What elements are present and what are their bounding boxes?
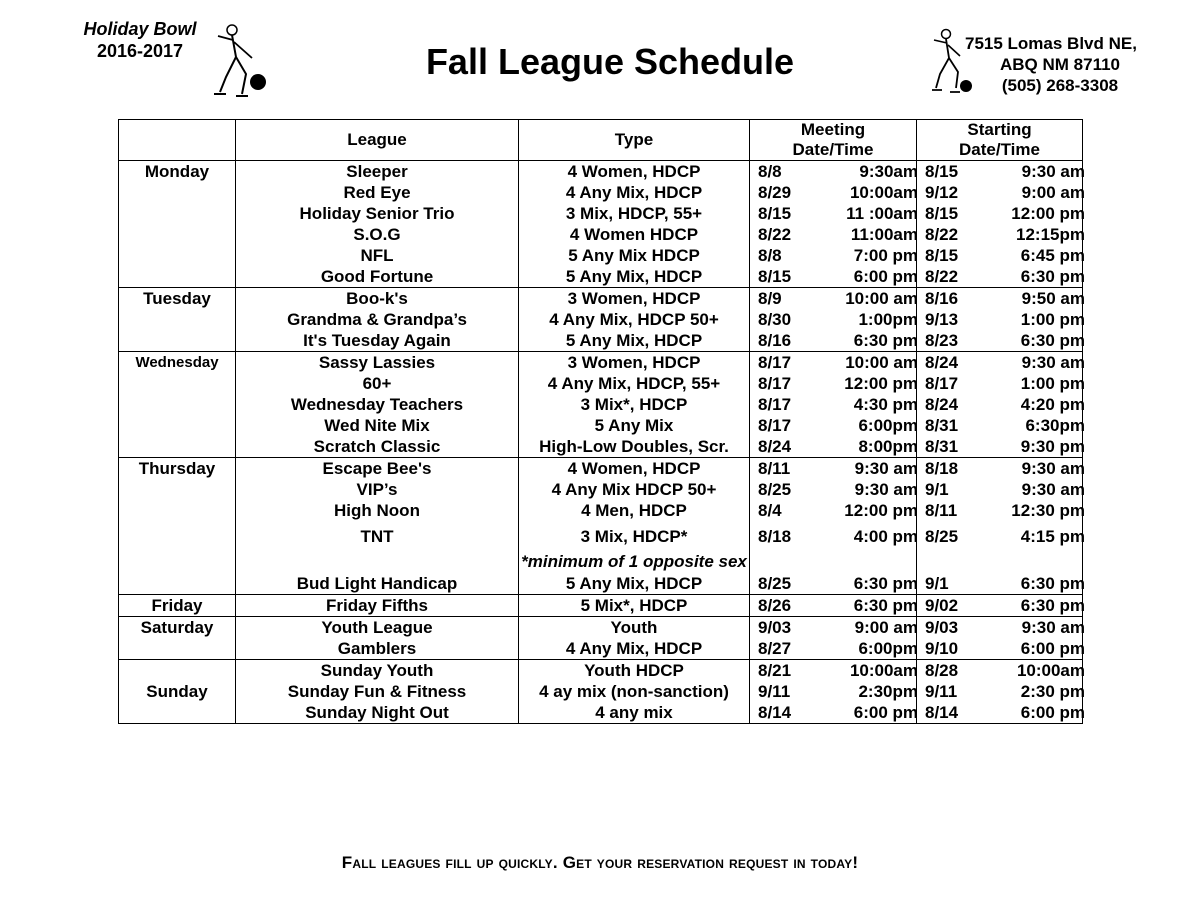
- brand-block: [60, 18, 220, 62]
- starting-date: 9/12: [925, 183, 959, 202]
- day-cell: [119, 373, 236, 394]
- league-cell: Sunday Youth: [236, 660, 519, 682]
- day-cell: [119, 552, 236, 573]
- meeting-cell: [750, 436, 917, 458]
- meeting-cell: [750, 573, 917, 595]
- type-cell: 4 Women, HDCP: [519, 458, 750, 480]
- starting-time: 9:30 am: [1021, 480, 1085, 499]
- starting-time: 9:30 am: [1021, 353, 1085, 372]
- address-block: [965, 33, 1155, 96]
- starting-cell: [917, 266, 1083, 288]
- league-cell: Sassy Lassies: [236, 352, 519, 374]
- league-cell: Wednesday Teachers: [236, 394, 519, 415]
- starting-date: 8/14: [925, 703, 959, 722]
- footer-notice: Fall leagues fill up quickly. Get your reservation request in today!: [341, 853, 859, 872]
- league-cell: It's Tuesday Again: [236, 330, 519, 352]
- league-cell: Bud Light Handicap: [236, 573, 519, 595]
- starting-time: 6:30 pm: [1020, 574, 1085, 593]
- starting-time: 9:50 am: [1021, 289, 1085, 308]
- type-cell: Youth HDCP: [519, 660, 750, 682]
- meeting-time: 9:30am: [859, 162, 918, 181]
- league-cell: Youth League: [236, 617, 519, 639]
- table-row: [119, 595, 1083, 617]
- col-starting: [917, 120, 1083, 161]
- starting-cell: [917, 224, 1083, 245]
- day-cell: [119, 436, 236, 458]
- league-cell: Friday Fifths: [236, 595, 519, 617]
- day-cell: [119, 224, 236, 245]
- table-row: [119, 660, 1083, 682]
- meeting-date: 8/21: [758, 661, 792, 680]
- starting-cell: [917, 458, 1083, 480]
- type-cell: 4 Any Mix, HDCP 50+: [519, 309, 750, 330]
- starting-date: 8/15: [925, 246, 959, 265]
- league-cell: Gamblers: [236, 638, 519, 660]
- day-cell: [119, 415, 236, 436]
- schedule-table: [118, 119, 1083, 724]
- type-cell: 4 Any Mix HDCP 50+: [519, 479, 750, 500]
- bowler-logo-left: [212, 22, 272, 102]
- meeting-cell: [750, 373, 917, 394]
- meeting-date: 8/26: [758, 596, 792, 615]
- table-row: [119, 288, 1083, 310]
- meeting-cell: [750, 702, 917, 724]
- meeting-cell: [750, 660, 917, 682]
- meeting-date: 8/15: [758, 267, 792, 286]
- starting-time: 9:30 am: [1021, 618, 1085, 637]
- meeting-date: 8/30: [758, 310, 792, 329]
- starting-cell: [917, 552, 1083, 573]
- type-cell: 4 Any Mix, HDCP: [519, 182, 750, 203]
- table-row: [119, 415, 1083, 436]
- meeting-cell: [750, 526, 917, 552]
- starting-time: 2:30 pm: [1020, 682, 1085, 701]
- meeting-time: 7:00 pm: [853, 246, 918, 265]
- day-cell: Sunday: [119, 681, 236, 702]
- meeting-date: 8/15: [758, 204, 792, 223]
- meeting-time: 6:30 pm: [853, 331, 918, 350]
- day-cell: Saturday: [119, 617, 236, 639]
- meeting-time: 6:00 pm: [853, 267, 918, 286]
- table-row: [119, 352, 1083, 374]
- table-row: [119, 617, 1083, 639]
- col-meeting: [750, 120, 917, 161]
- table-row: [119, 681, 1083, 702]
- starting-cell: [917, 660, 1083, 682]
- starting-cell: [917, 161, 1083, 183]
- day-cell: [119, 702, 236, 724]
- starting-cell: [917, 352, 1083, 374]
- starting-cell: [917, 526, 1083, 552]
- starting-cell: [917, 638, 1083, 660]
- table-row: [119, 479, 1083, 500]
- table-row: [119, 224, 1083, 245]
- starting-time: 6:30 pm: [1020, 331, 1085, 350]
- starting-time: 9:30 am: [1021, 459, 1085, 478]
- league-cell: Sunday Fun & Fitness: [236, 681, 519, 702]
- table-row: [119, 373, 1083, 394]
- league-cell: Escape Bee's: [236, 458, 519, 480]
- meeting-cell: [750, 552, 917, 573]
- col-day: [119, 120, 236, 161]
- col-league: League: [236, 120, 519, 161]
- meeting-cell: [750, 617, 917, 639]
- day-cell: [119, 500, 236, 526]
- type-cell: 5 Mix*, HDCP: [519, 595, 750, 617]
- meeting-cell: [750, 479, 917, 500]
- table-row: [119, 436, 1083, 458]
- meeting-cell: [750, 500, 917, 526]
- col-starting-line2: Date/Time: [959, 140, 1040, 159]
- table-row: [119, 161, 1083, 183]
- starting-date: 8/24: [925, 353, 959, 372]
- table-row: [119, 182, 1083, 203]
- col-meeting-line1: Meeting: [800, 120, 866, 139]
- meeting-time: 9:00 am: [854, 618, 918, 637]
- meeting-time: 2:30pm: [858, 682, 918, 701]
- meeting-date: 8/14: [758, 703, 792, 722]
- starting-cell: [917, 681, 1083, 702]
- day-cell: [119, 638, 236, 660]
- meeting-time: 10:00 am: [845, 289, 918, 308]
- type-cell: 4 any mix: [519, 702, 750, 724]
- type-cell: 3 Mix, HDCP*: [519, 526, 750, 552]
- starting-date: 8/16: [925, 289, 959, 308]
- type-cell: Youth: [519, 617, 750, 639]
- col-meeting-line2: Date/Time: [792, 140, 874, 159]
- starting-time: 6:00 pm: [1020, 639, 1085, 658]
- league-cell: Holiday Senior Trio: [236, 203, 519, 224]
- table-row: [119, 573, 1083, 595]
- meeting-date: 8/18: [758, 527, 792, 546]
- starting-time: 12:30 pm: [1011, 501, 1085, 520]
- day-cell: [119, 526, 236, 552]
- meeting-date: 8/29: [758, 183, 792, 202]
- league-cell: Good Fortune: [236, 266, 519, 288]
- table-row: [119, 458, 1083, 480]
- starting-cell: [917, 617, 1083, 639]
- day-cell: [119, 330, 236, 352]
- league-cell: 60+: [236, 373, 519, 394]
- meeting-time: 10:00am: [849, 183, 918, 202]
- meeting-date: 8/22: [758, 225, 792, 244]
- meeting-date: 9/03: [758, 618, 792, 637]
- starting-time: 1:00 pm: [1020, 310, 1085, 329]
- starting-date: 8/25: [925, 527, 959, 546]
- meeting-time: 4:30 pm: [853, 395, 918, 414]
- starting-time: 9:30 am: [1021, 162, 1085, 181]
- starting-cell: [917, 373, 1083, 394]
- starting-cell: [917, 573, 1083, 595]
- meeting-cell: [750, 394, 917, 415]
- meeting-cell: [750, 224, 917, 245]
- starting-date: 8/31: [925, 437, 959, 456]
- day-cell: [119, 245, 236, 266]
- day-cell: Monday: [119, 161, 236, 183]
- starting-time: 4:15 pm: [1020, 527, 1085, 546]
- starting-date: 9/13: [925, 310, 959, 329]
- meeting-date: 8/9: [758, 289, 782, 308]
- season: 2016-2017: [96, 41, 184, 61]
- meeting-date: 8/17: [758, 395, 792, 414]
- starting-time: 10:00am: [1016, 661, 1085, 680]
- league-cell: VIP’s: [236, 479, 519, 500]
- day-cell: [119, 309, 236, 330]
- starting-time: 12:00 pm: [1011, 204, 1085, 223]
- day-cell: Thursday: [119, 458, 236, 480]
- meeting-time: 11:00am: [850, 225, 918, 244]
- type-cell: 5 Any Mix, HDCP: [519, 573, 750, 595]
- starting-cell: [917, 182, 1083, 203]
- day-cell: Tuesday: [119, 288, 236, 310]
- starting-time: 9:00 am: [1021, 183, 1085, 202]
- meeting-date: 9/11: [758, 682, 791, 701]
- type-cell: 5 Any Mix, HDCP: [519, 266, 750, 288]
- meeting-time: 6:30 pm: [853, 574, 918, 593]
- starting-date: 9/11: [925, 682, 958, 701]
- starting-time: 6:30pm: [1025, 416, 1085, 435]
- league-cell: Wed Nite Mix: [236, 415, 519, 436]
- table-row: [119, 266, 1083, 288]
- type-cell: 5 Any Mix, HDCP: [519, 330, 750, 352]
- starting-time: 9:30 pm: [1020, 437, 1085, 456]
- starting-date: 9/1: [925, 480, 949, 499]
- col-starting-line1: Starting: [967, 120, 1032, 139]
- type-cell: High-Low Doubles, Scr.: [519, 436, 750, 458]
- table-row: [119, 203, 1083, 224]
- meeting-time: 9:30 am: [854, 459, 918, 478]
- starting-cell: [917, 330, 1083, 352]
- address-street: 7515 Lomas Blvd NE,: [965, 34, 1137, 53]
- league-cell: TNT: [236, 526, 519, 552]
- meeting-time: 6:00pm: [858, 416, 918, 435]
- league-cell: Sunday Night Out: [236, 702, 519, 724]
- meeting-cell: [750, 595, 917, 617]
- phone-number: (505) 268-3308: [1001, 76, 1119, 95]
- meeting-time: 9:30 am: [854, 480, 918, 499]
- starting-cell: [917, 245, 1083, 266]
- meeting-cell: [750, 288, 917, 310]
- type-cell: 4 Women HDCP: [519, 224, 750, 245]
- starting-cell: [917, 415, 1083, 436]
- meeting-date: 8/8: [758, 162, 782, 181]
- meeting-date: 8/8: [758, 246, 782, 265]
- league-cell: Sleeper: [236, 161, 519, 183]
- type-cell: 3 Women, HDCP: [519, 352, 750, 374]
- page-title: Fall League Schedule: [425, 41, 795, 82]
- day-cell: Wednesday: [119, 352, 236, 374]
- meeting-date: 8/17: [758, 374, 792, 393]
- starting-cell: [917, 500, 1083, 526]
- meeting-time: 10:00 am: [845, 353, 918, 372]
- table-row: [119, 330, 1083, 352]
- meeting-cell: [750, 352, 917, 374]
- meeting-cell: [750, 309, 917, 330]
- starting-date: 8/11: [925, 501, 958, 520]
- starting-cell: [917, 595, 1083, 617]
- starting-date: 8/15: [925, 204, 959, 223]
- meeting-time: 6:30 pm: [853, 596, 918, 615]
- league-cell: [236, 552, 519, 573]
- starting-date: 9/10: [925, 639, 959, 658]
- starting-cell: [917, 288, 1083, 310]
- meeting-date: 8/11: [758, 459, 791, 478]
- meeting-date: 8/25: [758, 574, 792, 593]
- starting-date: 8/17: [925, 374, 959, 393]
- meeting-date: 8/25: [758, 480, 792, 499]
- starting-time: 6:00 pm: [1020, 703, 1085, 722]
- starting-date: 8/18: [925, 459, 959, 478]
- table-row: [119, 500, 1083, 526]
- meeting-time: 1:00pm: [858, 310, 918, 329]
- day-cell: [119, 660, 236, 682]
- starting-date: 8/23: [925, 331, 959, 350]
- league-cell: Boo-k's: [236, 288, 519, 310]
- league-cell: Scratch Classic: [236, 436, 519, 458]
- league-cell: Grandma & Grandpa’s: [236, 309, 519, 330]
- type-cell: 3 Mix, HDCP, 55+: [519, 203, 750, 224]
- starting-date: 8/22: [925, 225, 959, 244]
- starting-cell: [917, 394, 1083, 415]
- col-type: Type: [519, 120, 750, 161]
- header-row: [119, 120, 1083, 161]
- meeting-cell: [750, 330, 917, 352]
- meeting-cell: [750, 681, 917, 702]
- brand-name: Holiday Bowl: [83, 19, 197, 39]
- starting-time: 12:15pm: [1016, 225, 1085, 244]
- meeting-date: 8/17: [758, 353, 792, 372]
- type-cell: 4 Any Mix, HDCP: [519, 638, 750, 660]
- day-cell: [119, 573, 236, 595]
- meeting-time: 6:00pm: [858, 639, 918, 658]
- meeting-cell: [750, 161, 917, 183]
- starting-time: 4:20 pm: [1020, 395, 1085, 414]
- meeting-time: 12:00 pm: [844, 374, 918, 393]
- meeting-cell: [750, 266, 917, 288]
- meeting-cell: [750, 458, 917, 480]
- meeting-cell: [750, 182, 917, 203]
- league-cell: NFL: [236, 245, 519, 266]
- starting-date: 8/28: [925, 661, 959, 680]
- type-cell: 3 Mix*, HDCP: [519, 394, 750, 415]
- meeting-date: 8/4: [758, 501, 782, 520]
- type-cell: 4 Men, HDCP: [519, 500, 750, 526]
- starting-cell: [917, 436, 1083, 458]
- table-row: [119, 638, 1083, 660]
- type-cell: 4 Any Mix, HDCP, 55+: [519, 373, 750, 394]
- day-cell: [119, 182, 236, 203]
- table-row: [119, 552, 1083, 573]
- table-row: [119, 394, 1083, 415]
- day-cell: [119, 203, 236, 224]
- starting-time: 6:30 pm: [1020, 267, 1085, 286]
- starting-cell: [917, 702, 1083, 724]
- starting-date: 8/15: [925, 162, 959, 181]
- type-cell: 3 Women, HDCP: [519, 288, 750, 310]
- meeting-time: 8:00pm: [858, 437, 918, 456]
- type-cell: 5 Any Mix HDCP: [519, 245, 750, 266]
- starting-cell: [917, 309, 1083, 330]
- meeting-time: 11 :00am: [846, 204, 918, 223]
- starting-time: 6:45 pm: [1020, 246, 1085, 265]
- meeting-date: 8/27: [758, 639, 792, 658]
- starting-cell: [917, 203, 1083, 224]
- day-cell: [119, 394, 236, 415]
- type-cell: 4 Women, HDCP: [519, 161, 750, 183]
- starting-date: 8/22: [925, 267, 959, 286]
- starting-cell: [917, 479, 1083, 500]
- type-cell: 5 Any Mix: [519, 415, 750, 436]
- starting-date: 9/1: [925, 574, 949, 593]
- starting-time: 1:00 pm: [1020, 374, 1085, 393]
- address-city: ABQ NM 87110: [1000, 55, 1120, 74]
- meeting-cell: [750, 638, 917, 660]
- league-cell: S.O.G: [236, 224, 519, 245]
- table-row: [119, 702, 1083, 724]
- meeting-cell: [750, 245, 917, 266]
- meeting-time: 12:00 pm: [844, 501, 918, 520]
- meeting-date: 8/16: [758, 331, 792, 350]
- starting-date: 8/31: [925, 416, 959, 435]
- league-cell: High Noon: [236, 500, 519, 526]
- meeting-time: 10:00am: [849, 661, 918, 680]
- day-cell: [119, 479, 236, 500]
- meeting-time: 4:00 pm: [853, 527, 918, 546]
- meeting-cell: [750, 415, 917, 436]
- table-row: [119, 526, 1083, 552]
- starting-date: 9/02: [925, 596, 959, 615]
- type-cell: 4 ay mix (non-sanction): [519, 681, 750, 702]
- day-cell: Friday: [119, 595, 236, 617]
- starting-date: 9/03: [925, 618, 959, 637]
- league-cell: Red Eye: [236, 182, 519, 203]
- type-cell: *minimum of 1 opposite sex: [519, 552, 750, 573]
- meeting-date: 8/24: [758, 437, 792, 456]
- starting-time: 6:30 pm: [1020, 596, 1085, 615]
- starting-date: 8/24: [925, 395, 959, 414]
- table-row: [119, 309, 1083, 330]
- table-row: [119, 245, 1083, 266]
- meeting-time: 6:00 pm: [853, 703, 918, 722]
- meeting-cell: [750, 203, 917, 224]
- day-cell: [119, 266, 236, 288]
- meeting-date: 8/17: [758, 416, 792, 435]
